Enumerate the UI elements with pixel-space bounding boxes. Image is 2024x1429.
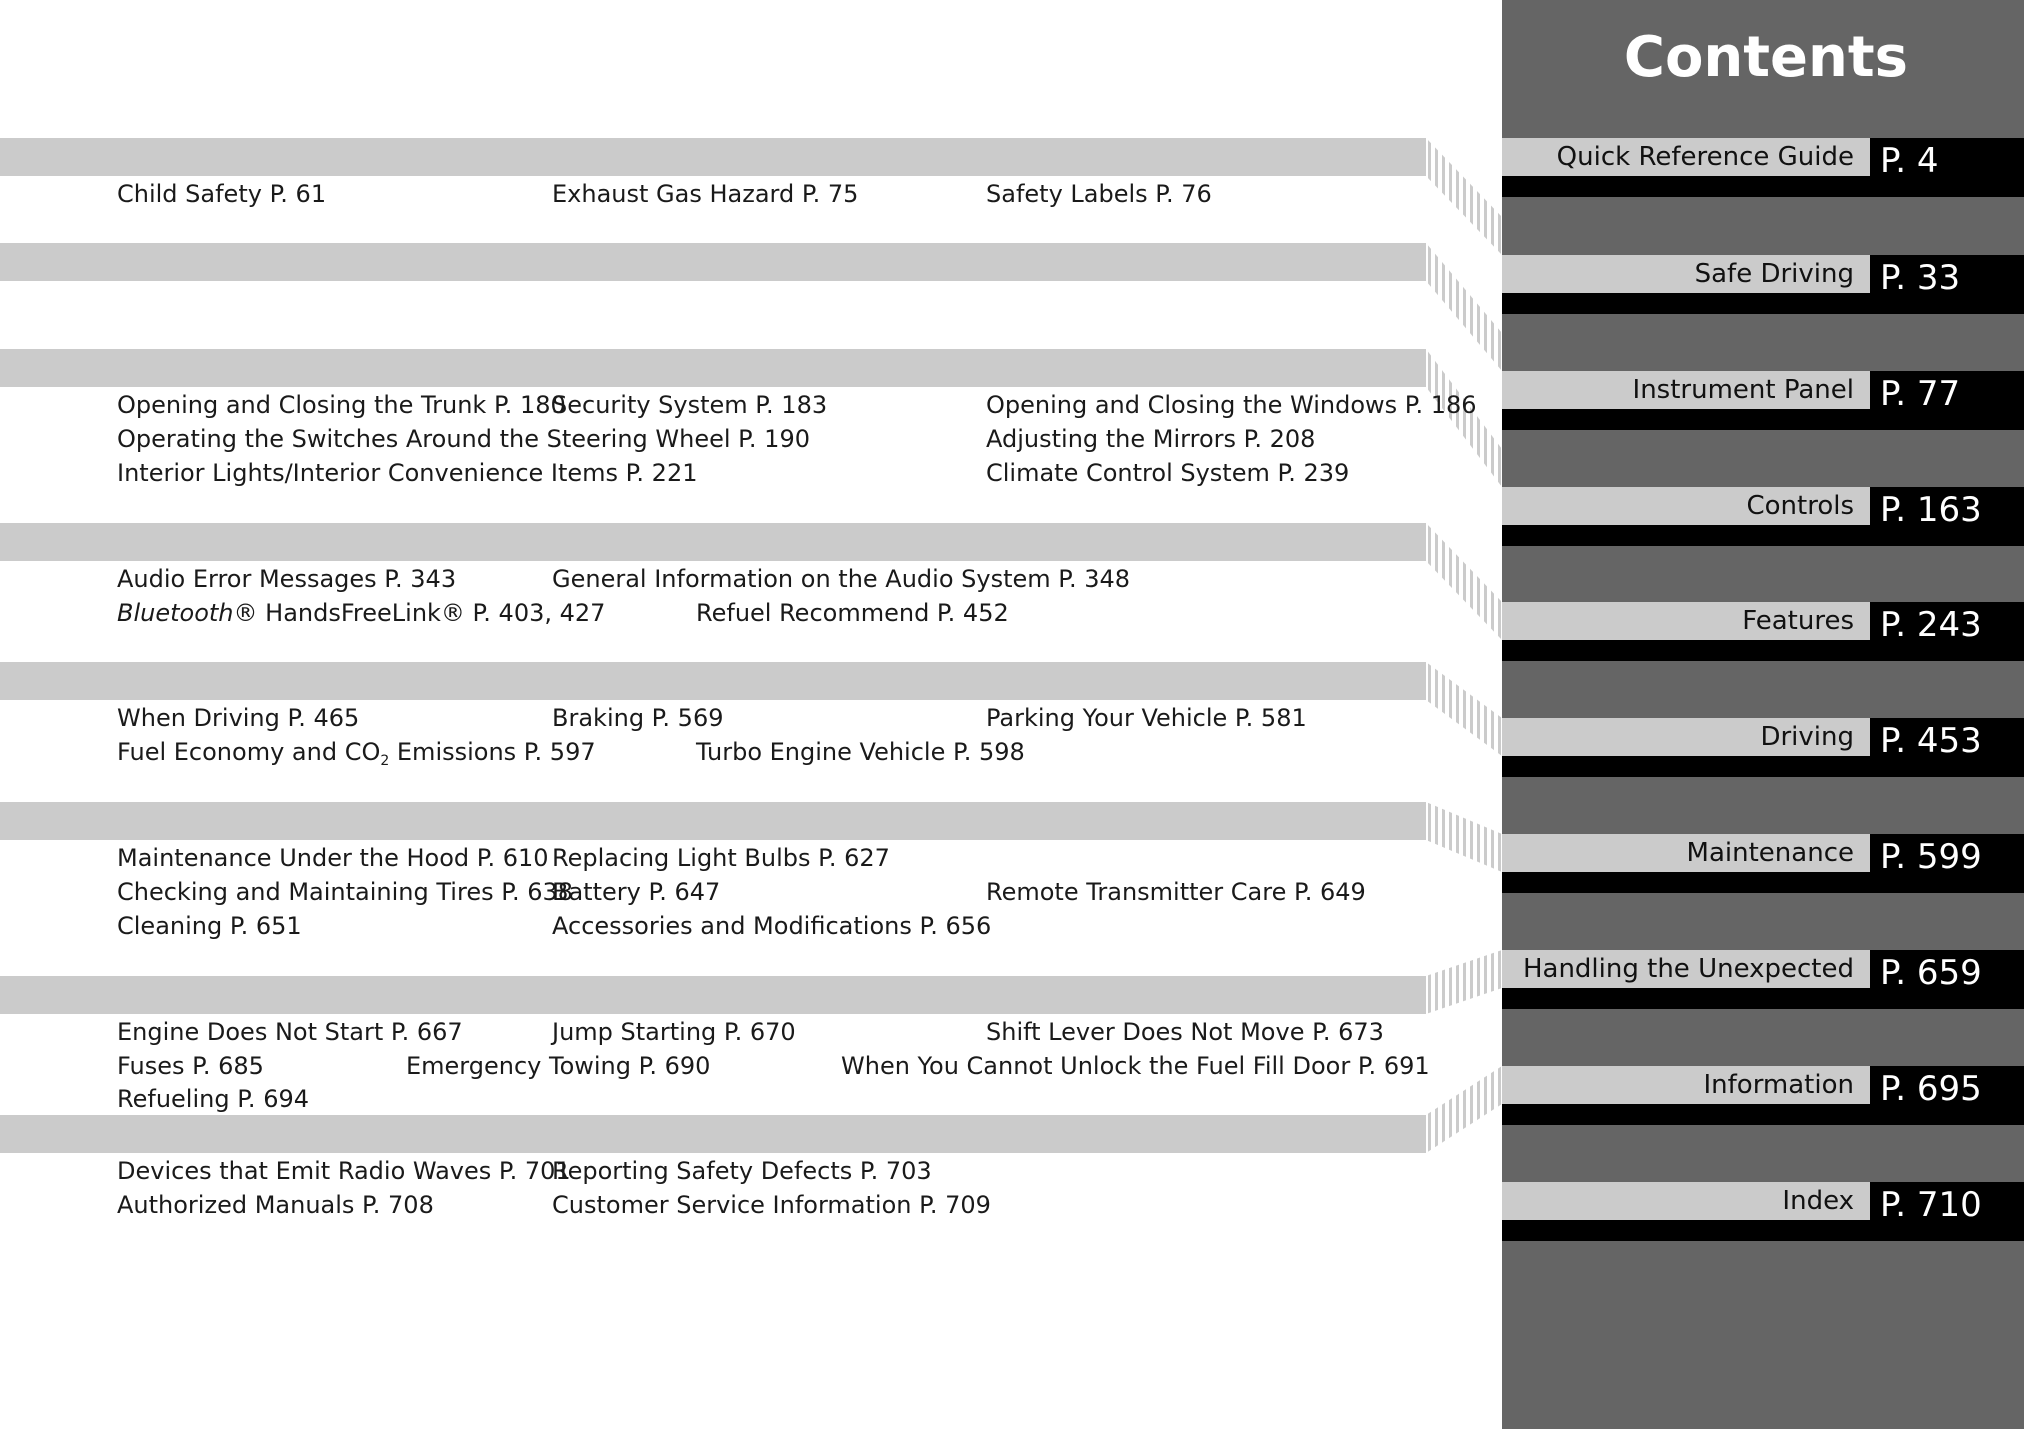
section-tab-features[interactable] <box>1502 602 2024 661</box>
topic-link[interactable]: Engine Does Not Start P. 667 <box>117 1018 463 1046</box>
topic-link[interactable]: Parking Your Vehicle P. 581 <box>986 704 1307 732</box>
tab-page-number: P. 243 <box>1880 605 1982 645</box>
topic-link[interactable]: Child Safety P. 61 <box>117 180 327 208</box>
section-tab-maintenance[interactable] <box>1502 834 2024 893</box>
tab-label: Features <box>1742 606 1854 636</box>
section-tab-safe-driving[interactable] <box>1502 255 2024 314</box>
topic-link[interactable]: Accessories and Modifications P. 656 <box>552 912 992 940</box>
tab-label: Handling the Unexpected <box>1522 954 1854 984</box>
topic-link[interactable]: Refueling P. 694 <box>117 1085 309 1113</box>
tab-label: Information <box>1703 1070 1854 1100</box>
tab-page-number: P. 710 <box>1880 1185 1982 1225</box>
tab-label: Quick Reference Guide <box>1556 142 1854 172</box>
topic-link[interactable]: When Driving P. 465 <box>117 704 360 732</box>
topic-link[interactable]: Battery P. 647 <box>552 878 721 906</box>
topic-link[interactable]: Authorized Manuals P. 708 <box>117 1191 434 1219</box>
tab-label: Controls <box>1746 491 1854 521</box>
topic-link[interactable]: Checking and Maintaining Tires P. 638 <box>117 878 574 906</box>
topic-link[interactable]: General Information on the Audio System P. 348 <box>552 565 1131 593</box>
topic-link[interactable]: Safety Labels P. 76 <box>986 180 1212 208</box>
tab-label: Maintenance <box>1686 838 1854 868</box>
tab-label: Instrument Panel <box>1632 375 1854 405</box>
topic-link[interactable]: Devices that Emit Radio Waves P. 701 <box>117 1157 571 1185</box>
topic-link[interactable]: Fuses P. 685 <box>117 1052 264 1080</box>
tab-label: Index <box>1782 1186 1854 1216</box>
topic-link[interactable]: Remote Transmitter Care P. 649 <box>986 878 1366 906</box>
section-tab-index[interactable] <box>1502 1182 2024 1241</box>
tab-page-number: P. 4 <box>1880 141 1939 181</box>
tab-page-number: P. 599 <box>1880 837 1982 877</box>
section-tab-quick-reference-guide[interactable] <box>1502 138 2024 197</box>
bluetooth-italic: Bluetooth <box>117 599 234 627</box>
topic-link[interactable]: Refuel Recommend P. 452 <box>696 599 1009 627</box>
section-tab-instrument-panel[interactable] <box>1502 371 2024 430</box>
section-tab-controls[interactable] <box>1502 487 2024 546</box>
topic-link[interactable]: Security System P. 183 <box>552 391 828 419</box>
tab-page-number: P. 33 <box>1880 258 1961 298</box>
topic-link[interactable]: Adjusting the Mirrors P. 208 <box>986 425 1316 453</box>
topic-link[interactable]: Operating the Switches Around the Steering Wheel P. 190 <box>117 425 810 453</box>
topic-link[interactable]: Opening and Closing the Windows P. 186 <box>986 391 1477 419</box>
topic-link-bluetooth[interactable] <box>117 597 605 629</box>
topic-link[interactable]: Jump Starting P. 670 <box>552 1018 796 1046</box>
topic-link[interactable]: Opening and Closing the Trunk P. 180 <box>117 391 566 419</box>
topic-link[interactable]: Maintenance Under the Hood P. 610 <box>117 844 549 872</box>
tab-label: Safe Driving <box>1694 259 1854 289</box>
tab-label: Driving <box>1760 722 1854 752</box>
bluetooth-rest: ® HandsFreeLink® P. 403, 427 <box>233 599 606 627</box>
topic-link[interactable]: Shift Lever Does Not Move P. 673 <box>986 1018 1384 1046</box>
tab-page-number: P. 453 <box>1880 721 1982 761</box>
topic-link-fuel-economy[interactable] <box>117 736 596 768</box>
connector-maintenance <box>1426 802 1502 872</box>
topic-link[interactable]: Interior Lights/Interior Convenience Items P. 221 <box>117 459 698 487</box>
connector-features <box>1426 523 1502 640</box>
connector-safe-driving <box>1426 138 1502 255</box>
topic-link[interactable]: Exhaust Gas Hazard P. 75 <box>552 180 859 208</box>
topic-link[interactable]: Emergency Towing P. 690 <box>406 1052 711 1080</box>
topic-link[interactable]: Audio Error Messages P. 343 <box>117 565 457 593</box>
connector-handling-unexpected <box>1426 950 1502 1014</box>
topic-link[interactable]: Customer Service Information P. 709 <box>552 1191 991 1219</box>
fuel-subscript: 2 <box>380 753 390 769</box>
page-title: Contents <box>1623 25 1908 90</box>
topic-link[interactable]: Reporting Safety Defects P. 703 <box>552 1157 932 1185</box>
topic-link[interactable]: Braking P. 569 <box>552 704 724 732</box>
section-tab-information[interactable] <box>1502 1066 2024 1125</box>
tab-page-number: P. 695 <box>1880 1069 1982 1109</box>
section-tab-driving[interactable] <box>1502 718 2024 777</box>
topic-link[interactable]: Turbo Engine Vehicle P. 598 <box>696 738 1025 766</box>
connector-instrument-panel <box>1426 243 1502 371</box>
topic-link[interactable]: Climate Control System P. 239 <box>986 459 1350 487</box>
topic-link[interactable]: Cleaning P. 651 <box>117 912 302 940</box>
fuel-text-a: Fuel Economy and CO <box>117 738 381 766</box>
section-tab-handling-the-unexpected[interactable] <box>1502 950 2024 1009</box>
tab-page-number: P. 163 <box>1880 490 1982 530</box>
connector-driving <box>1426 662 1502 756</box>
fuel-text-b: Emissions P. 597 <box>389 738 596 766</box>
connector-information <box>1426 1066 1502 1153</box>
topic-link[interactable]: When You Cannot Unlock the Fuel Fill Door P. 691 <box>841 1052 1430 1080</box>
tab-page-number: P. 659 <box>1880 953 1982 993</box>
tab-page-number: P. 77 <box>1880 374 1961 414</box>
topic-link[interactable]: Replacing Light Bulbs P. 627 <box>552 844 890 872</box>
